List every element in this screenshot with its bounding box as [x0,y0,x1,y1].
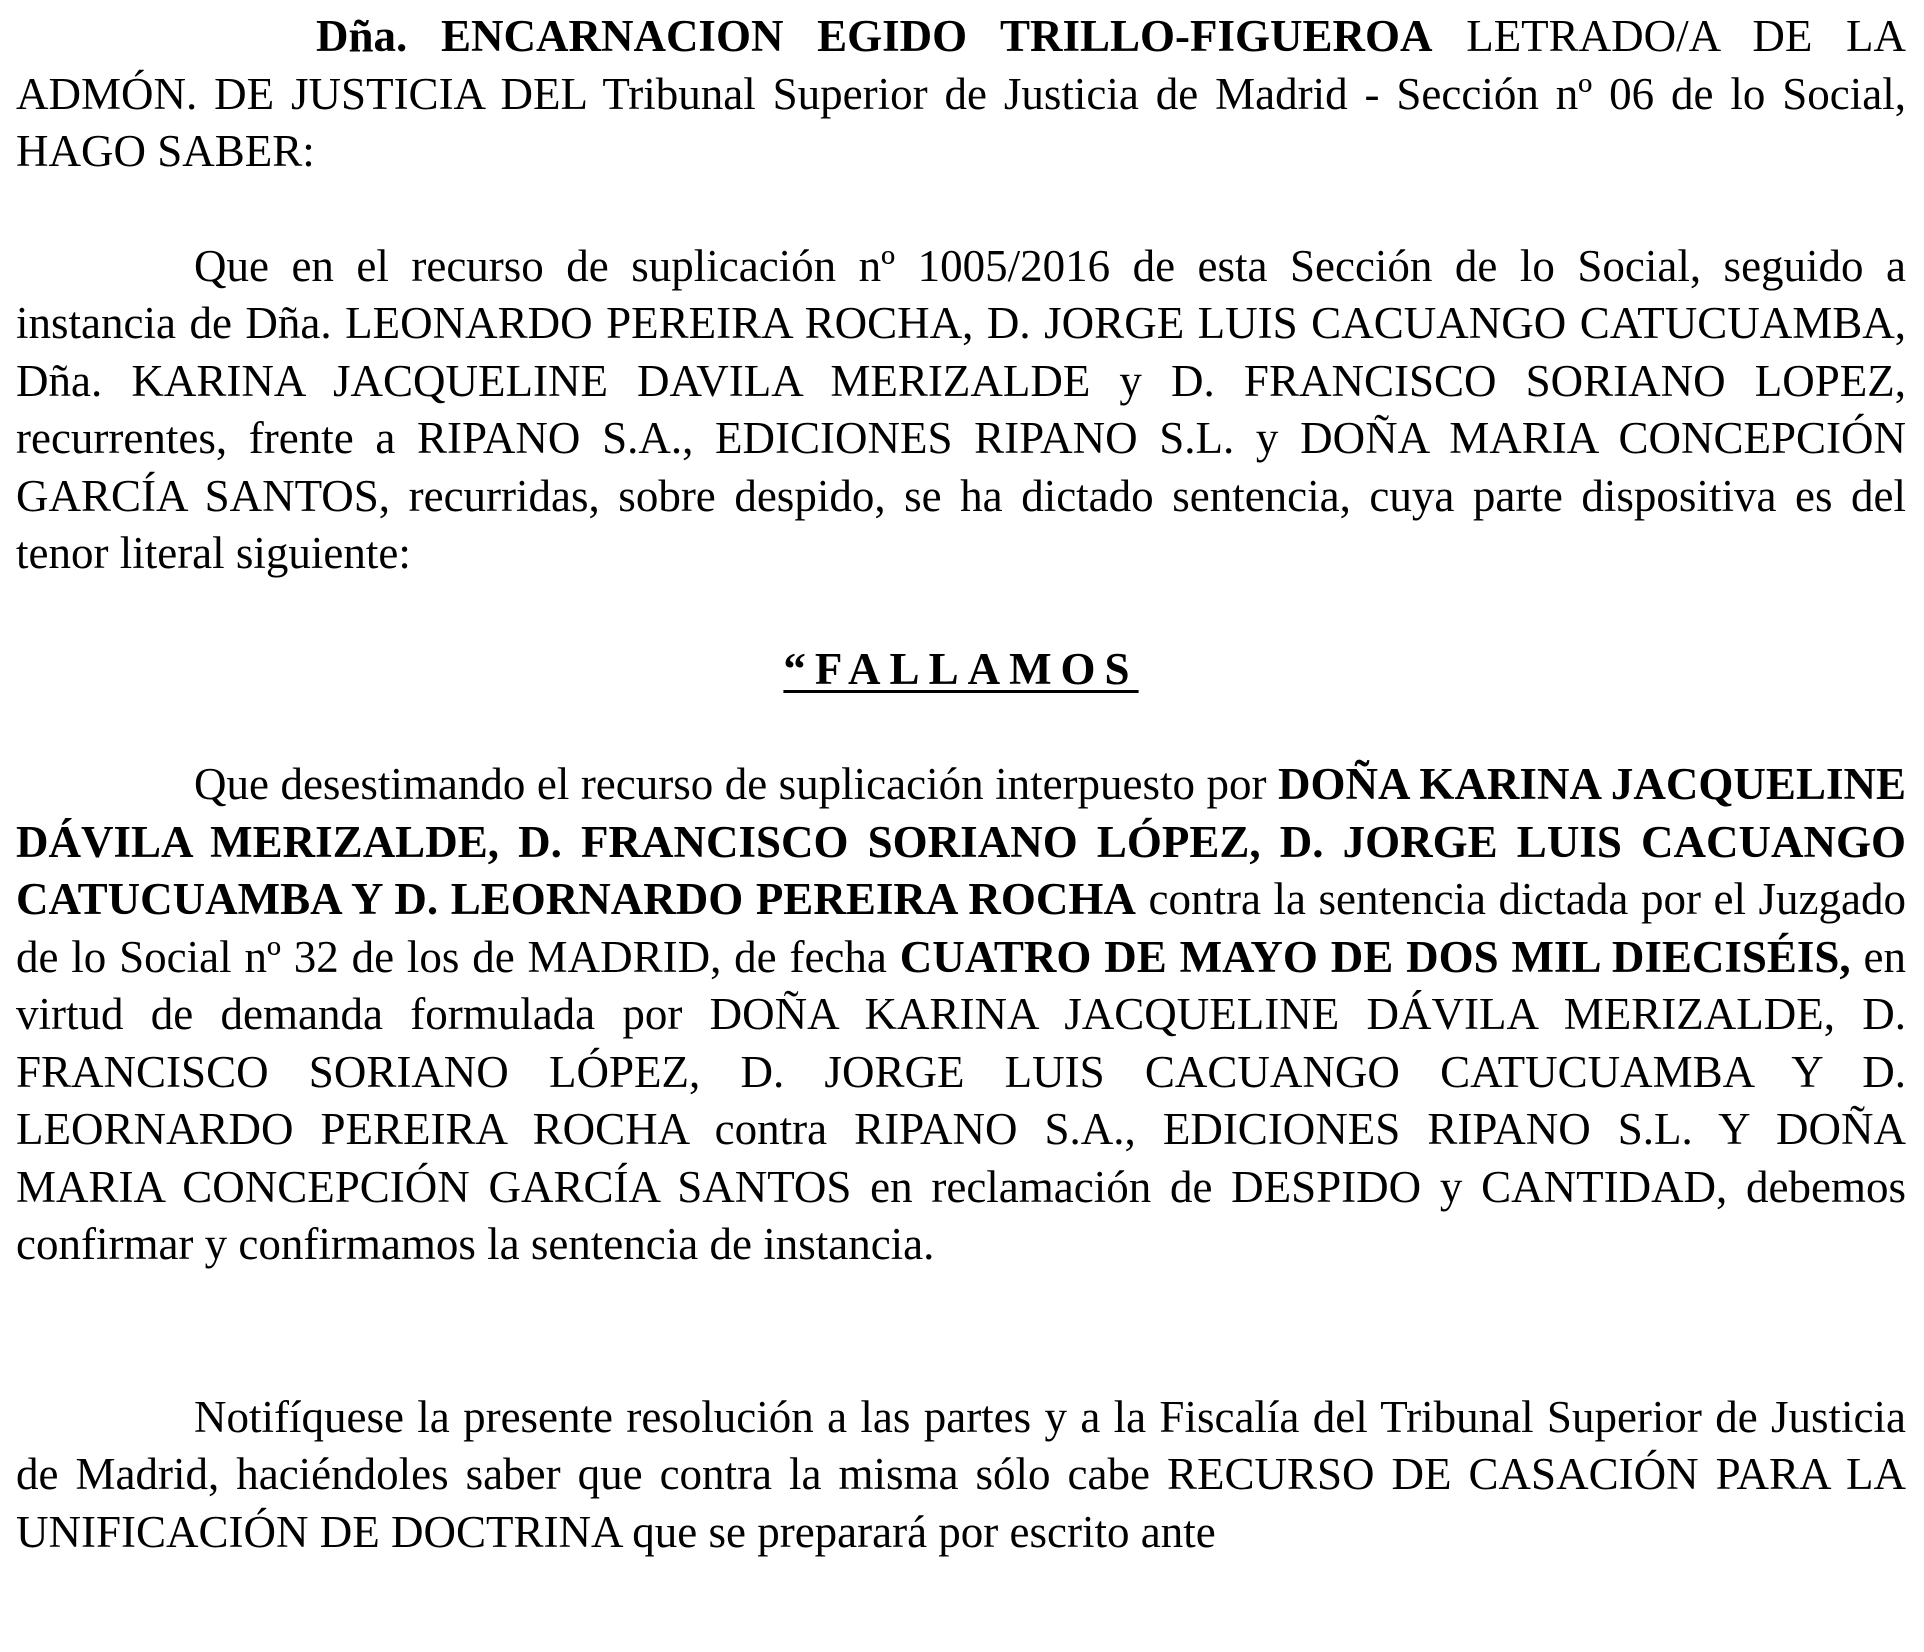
ruling-part3: contra la sentencia dictada por el Juzgado de lo Social nº 32 de los de MADRID, de fecha [16,874,1906,982]
ruling-part5: en virtud de demanda formulada por DOÑA KARINA JACQUELINE DÁVILA MERIZALDE, D. FRANCISCO SORIANO LÓPEZ, D. JORGE LUIS CACUANGO CATUCUAMBA Y D. LEORNARDO PEREIRA ROCHA contra RIPANO S.A., EDICIONES RIPANO S.L. Y DOÑA MARIA CONCEPCIÓN GARCÍA SANTOS en reclamación de DESPIDO y CANTIDAD, debemos confirmar y confirmamos la sentencia de instancia. [16,931,1906,1269]
spacer [16,698,1906,756]
spacer [16,1274,1906,1389]
header-rest: LETRADO/A DE LA ADMÓN. DE JUSTICIA DEL Tribunal Superior de Justicia de Madrid - Sección nº 06 de lo Social, HAGO SABER: [16,11,1906,176]
ruling-paragraph [16,756,1906,1274]
intro-paragraph: Que en el recurso de suplicación nº 1005/2016 de esta Sección de lo Social, seguido a instancia de Dña. LEONARDO PEREIRA ROCHA, D. JORGE LUIS CACUANGO CATUCUAMBA, Dña. KARINA JACQUELINE DAVILA MERIZALDE y D. FRANCISCO SORIANO LOPEZ, recurrentes, frente a RIPANO S.A., EDICIONES RIPANO S.L. y DOÑA MARIA CONCEPCIÓN GARCÍA SANTOS, recurridas, sobre despido, se ha dictado sentencia, cuya parte dispositiva es del tenor literal siguiente: [16,240,1906,578]
secretary-name: ENCARNACION EGIDO TRILLO-FIGUEROA [440,11,1433,61]
notify-paragraph: Notifíquese la presente resolución a las partes y a la Fiscalía del Tribunal Superior de Justicia de Madrid, haciéndoles saber que contra la misma sólo cabe RECURSO DE CASACIÓN PARA LA UNIFICACIÓN DE DOCTRINA que se preparará por escrito ante [16,1391,1906,1557]
ruling-date: CUATRO DE MAYO DE DOS MIL DIECISÉIS, [899,931,1851,982]
fallamos-heading-text: “FALLAMOS [783,643,1139,694]
header-paragraph [16,8,1906,181]
spacer [16,181,1906,238]
spacer [16,583,1906,641]
ruling-appellants: DOÑA KARINA JACQUELINE DÁVILA MERIZALDE, D. FRANCISCO SORIANO LÓPEZ, D. JORGE LUIS CACUANGO CATUCUAMBA Y D. LEORNARDO PEREIRA ROCHA [16,759,1906,924]
fallamos-heading [16,641,1906,699]
ruling-part1: Que desestimando el recurso de suplicación interpuesto por [194,759,1278,809]
header-prefix: Dña. [316,11,441,61]
document-page [16,8,1906,1561]
